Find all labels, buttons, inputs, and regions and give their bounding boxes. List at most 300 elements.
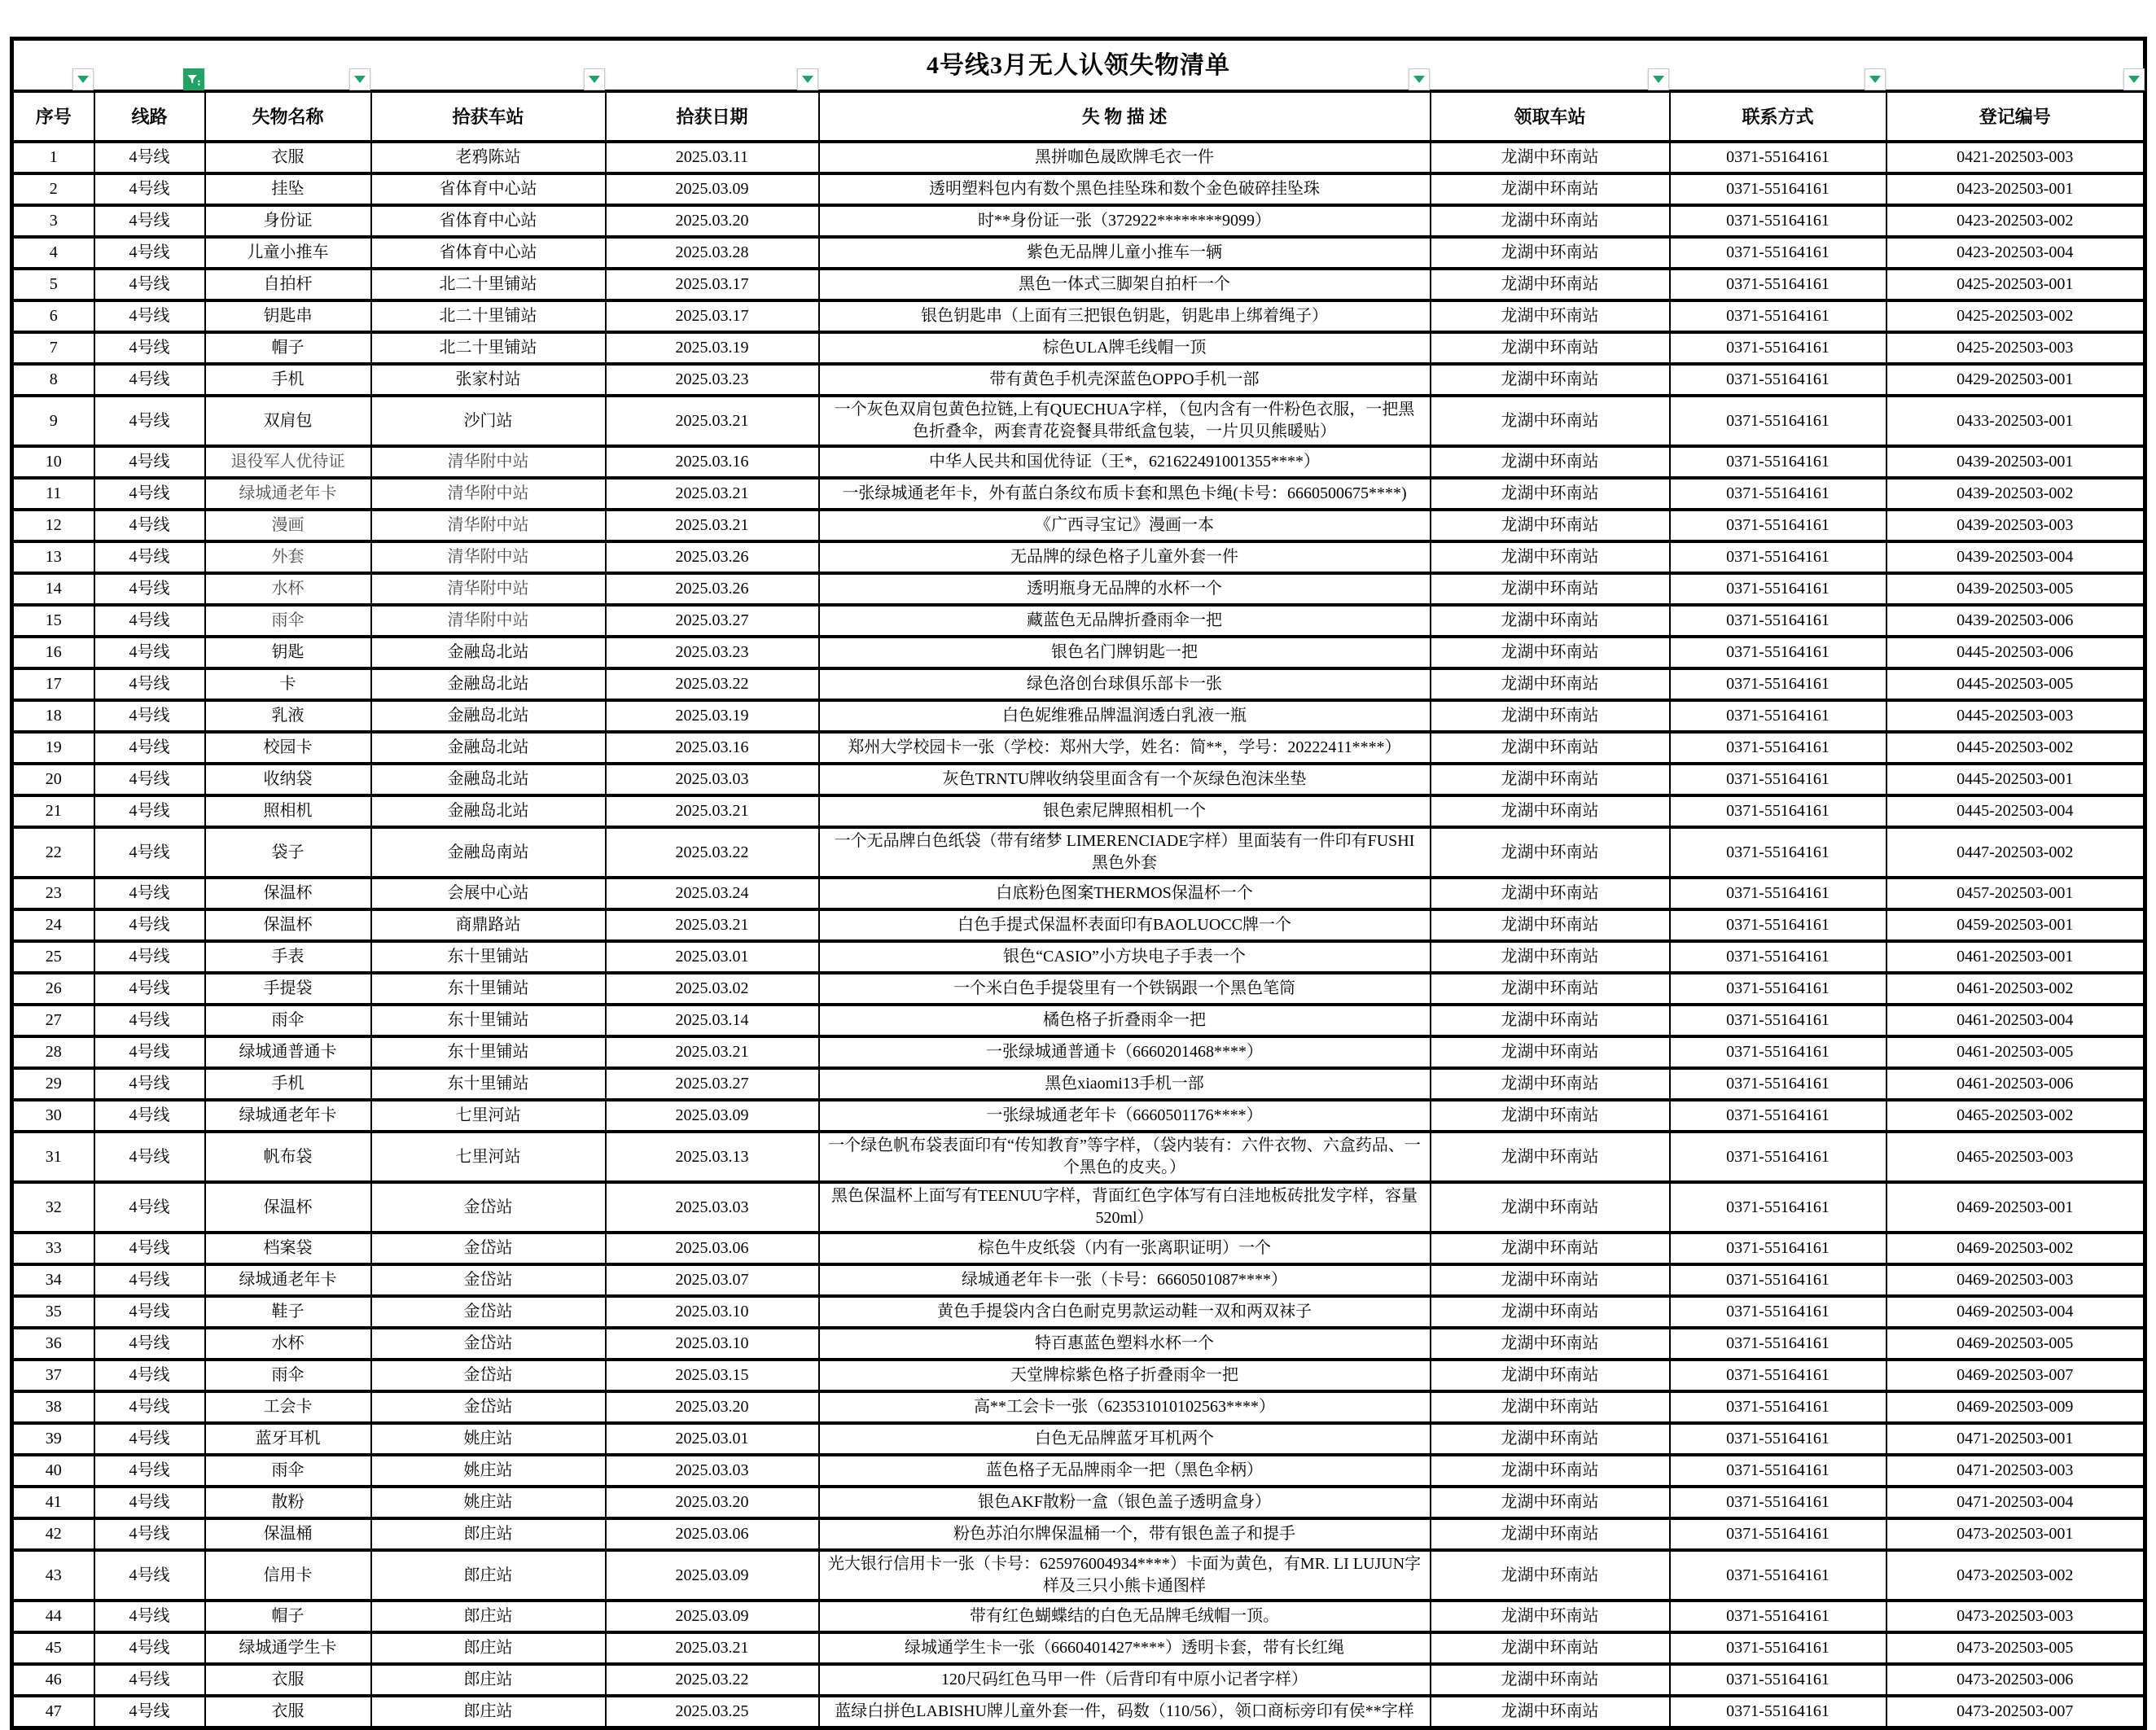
item-name-cell[interactable]: 水杯 <box>205 573 371 605</box>
found-date-cell[interactable]: 2025.03.26 <box>606 573 819 605</box>
registration-id-cell[interactable]: 0473-202503-002 <box>1886 1550 2145 1601</box>
item-name-cell[interactable]: 绿城通学生卡 <box>205 1632 371 1664</box>
item-name-cell[interactable]: 雨伞 <box>205 605 371 637</box>
contact-cell[interactable]: 0371-55164161 <box>1670 1601 1886 1632</box>
line-cell[interactable]: 4号线 <box>94 909 205 941</box>
description-cell[interactable]: 《广西寻宝记》漫画一本 <box>819 510 1431 541</box>
description-cell[interactable]: 高**工会卡一张（623531010102563****） <box>819 1391 1431 1423</box>
contact-cell[interactable]: 0371-55164161 <box>1670 1100 1886 1132</box>
line-cell[interactable]: 4号线 <box>94 237 205 269</box>
item-name-cell[interactable]: 钥匙串 <box>205 300 371 332</box>
contact-cell[interactable]: 0371-55164161 <box>1670 269 1886 300</box>
found-station-cell[interactable]: 金融岛北站 <box>371 700 606 732</box>
registration-id-cell[interactable]: 0457-202503-001 <box>1886 878 2145 909</box>
found-date-cell[interactable]: 2025.03.17 <box>606 269 819 300</box>
description-cell[interactable]: 灰色TRNTU牌收纳袋里面含有一个灰绿色泡沫坐垫 <box>819 764 1431 795</box>
found-date-cell[interactable]: 2025.03.22 <box>606 668 819 700</box>
item-name-cell[interactable]: 保温杯 <box>205 1182 371 1233</box>
item-name-cell[interactable]: 校园卡 <box>205 732 371 764</box>
item-name-cell[interactable]: 信用卡 <box>205 1550 371 1601</box>
found-station-cell[interactable]: 金融岛南站 <box>371 827 606 878</box>
contact-cell[interactable]: 0371-55164161 <box>1670 973 1886 1005</box>
item-name-cell[interactable]: 绿城通老年卡 <box>205 1264 371 1296</box>
contact-cell[interactable]: 0371-55164161 <box>1670 396 1886 446</box>
registration-id-cell[interactable]: 0469-202503-005 <box>1886 1328 2145 1360</box>
filter-button[interactable] <box>1409 68 1430 90</box>
filter-button[interactable] <box>349 68 370 90</box>
registration-id-cell[interactable]: 0473-202503-003 <box>1886 1601 2145 1632</box>
index-cell[interactable]: 39 <box>12 1423 94 1455</box>
index-cell[interactable]: 24 <box>12 909 94 941</box>
index-cell[interactable]: 23 <box>12 878 94 909</box>
found-date-cell[interactable]: 2025.03.13 <box>606 1132 819 1182</box>
item-name-cell[interactable]: 衣服 <box>205 1696 371 1728</box>
filter-button[interactable] <box>72 68 94 90</box>
line-cell[interactable]: 4号线 <box>94 795 205 827</box>
pickup-station-cell[interactable]: 龙湖中环南站 <box>1431 700 1670 732</box>
line-cell[interactable]: 4号线 <box>94 573 205 605</box>
pickup-station-cell[interactable]: 龙湖中环南站 <box>1431 732 1670 764</box>
line-cell[interactable]: 4号线 <box>94 1696 205 1728</box>
index-cell[interactable]: 12 <box>12 510 94 541</box>
description-cell[interactable]: 紫色无品牌儿童小推车一辆 <box>819 237 1431 269</box>
found-station-cell[interactable]: 郎庄站 <box>371 1632 606 1664</box>
found-station-cell[interactable]: 北二十里铺站 <box>371 300 606 332</box>
registration-id-cell[interactable]: 0471-202503-001 <box>1886 1423 2145 1455</box>
line-cell[interactable]: 4号线 <box>94 1100 205 1132</box>
item-name-cell[interactable]: 蓝牙耳机 <box>205 1423 371 1455</box>
index-cell[interactable]: 22 <box>12 827 94 878</box>
pickup-station-cell[interactable]: 龙湖中环南站 <box>1431 973 1670 1005</box>
description-cell[interactable]: 白色手提式保温杯表面印有BAOLUOCC牌一个 <box>819 909 1431 941</box>
found-date-cell[interactable]: 2025.03.06 <box>606 1518 819 1550</box>
contact-cell[interactable]: 0371-55164161 <box>1670 732 1886 764</box>
index-cell[interactable]: 33 <box>12 1233 94 1264</box>
registration-id-cell[interactable]: 0469-202503-009 <box>1886 1391 2145 1423</box>
registration-id-cell[interactable]: 0461-202503-006 <box>1886 1068 2145 1100</box>
contact-cell[interactable]: 0371-55164161 <box>1670 795 1886 827</box>
pickup-station-cell[interactable]: 龙湖中环南站 <box>1431 1518 1670 1550</box>
line-cell[interactable]: 4号线 <box>94 1036 205 1068</box>
filter-button[interactable] <box>1865 68 1886 90</box>
pickup-station-cell[interactable]: 龙湖中环南站 <box>1431 446 1670 478</box>
pickup-station-cell[interactable]: 龙湖中环南站 <box>1431 396 1670 446</box>
found-date-cell[interactable]: 2025.03.28 <box>606 237 819 269</box>
found-station-cell[interactable]: 金岱站 <box>371 1296 606 1328</box>
pickup-station-cell[interactable]: 龙湖中环南站 <box>1431 1296 1670 1328</box>
registration-id-cell[interactable]: 0425-202503-003 <box>1886 332 2145 364</box>
found-date-cell[interactable]: 2025.03.23 <box>606 637 819 668</box>
index-cell[interactable]: 27 <box>12 1005 94 1036</box>
line-cell[interactable]: 4号线 <box>94 1518 205 1550</box>
pickup-station-cell[interactable]: 龙湖中环南站 <box>1431 878 1670 909</box>
line-cell[interactable]: 4号线 <box>94 732 205 764</box>
column-header-1[interactable]: 序号 <box>12 91 94 142</box>
line-cell[interactable]: 4号线 <box>94 1296 205 1328</box>
found-date-cell[interactable]: 2025.03.26 <box>606 541 819 573</box>
description-cell[interactable]: 黑色一体式三脚架自拍杆一个 <box>819 269 1431 300</box>
index-cell[interactable]: 3 <box>12 205 94 237</box>
found-date-cell[interactable]: 2025.03.03 <box>606 1455 819 1487</box>
found-station-cell[interactable]: 七里河站 <box>371 1132 606 1182</box>
contact-cell[interactable]: 0371-55164161 <box>1670 205 1886 237</box>
item-name-cell[interactable]: 乳液 <box>205 700 371 732</box>
description-cell[interactable]: 一个灰色双肩包黄色拉链,上有QUECHUA字样，（包内含有一件粉色衣服，一把黑色折叠伞，两套青花瓷餐具带纸盒包装，一片贝贝熊暖贴） <box>819 396 1431 446</box>
line-cell[interactable]: 4号线 <box>94 541 205 573</box>
found-date-cell[interactable]: 2025.03.21 <box>606 909 819 941</box>
registration-id-cell[interactable]: 0445-202503-006 <box>1886 637 2145 668</box>
contact-cell[interactable]: 0371-55164161 <box>1670 909 1886 941</box>
item-name-cell[interactable]: 水杯 <box>205 1328 371 1360</box>
item-name-cell[interactable]: 雨伞 <box>205 1360 371 1391</box>
filter-button[interactable] <box>1648 68 1669 90</box>
found-date-cell[interactable]: 2025.03.21 <box>606 1632 819 1664</box>
index-cell[interactable]: 15 <box>12 605 94 637</box>
found-date-cell[interactable]: 2025.03.20 <box>606 205 819 237</box>
line-cell[interactable]: 4号线 <box>94 700 205 732</box>
description-cell[interactable]: 时**身份证一张（372922********9099） <box>819 205 1431 237</box>
description-cell[interactable]: 120尺码红色马甲一件（后背印有中原小记者字样） <box>819 1664 1431 1696</box>
registration-id-cell[interactable]: 0445-202503-004 <box>1886 795 2145 827</box>
registration-id-cell[interactable]: 0439-202503-005 <box>1886 573 2145 605</box>
registration-id-cell[interactable]: 0471-202503-004 <box>1886 1487 2145 1518</box>
index-cell[interactable]: 47 <box>12 1696 94 1728</box>
found-station-cell[interactable]: 金岱站 <box>371 1264 606 1296</box>
pickup-station-cell[interactable]: 龙湖中环南站 <box>1431 795 1670 827</box>
pickup-station-cell[interactable]: 龙湖中环南站 <box>1431 573 1670 605</box>
contact-cell[interactable]: 0371-55164161 <box>1670 1005 1886 1036</box>
index-cell[interactable]: 41 <box>12 1487 94 1518</box>
line-cell[interactable]: 4号线 <box>94 1550 205 1601</box>
index-cell[interactable]: 29 <box>12 1068 94 1100</box>
found-date-cell[interactable]: 2025.03.19 <box>606 700 819 732</box>
found-date-cell[interactable]: 2025.03.01 <box>606 941 819 973</box>
index-cell[interactable]: 46 <box>12 1664 94 1696</box>
index-cell[interactable]: 5 <box>12 269 94 300</box>
description-cell[interactable]: 粉色苏泊尔牌保温桶一个，带有银色盖子和提手 <box>819 1518 1431 1550</box>
found-station-cell[interactable]: 郎庄站 <box>371 1550 606 1601</box>
contact-cell[interactable]: 0371-55164161 <box>1670 1264 1886 1296</box>
found-date-cell[interactable]: 2025.03.07 <box>606 1264 819 1296</box>
contact-cell[interactable]: 0371-55164161 <box>1670 1518 1886 1550</box>
description-cell[interactable]: 绿色洛创台球俱乐部卡一张 <box>819 668 1431 700</box>
line-cell[interactable]: 4号线 <box>94 1233 205 1264</box>
registration-id-cell[interactable]: 0471-202503-003 <box>1886 1455 2145 1487</box>
line-cell[interactable]: 4号线 <box>94 1005 205 1036</box>
found-station-cell[interactable]: 郎庄站 <box>371 1696 606 1728</box>
registration-id-cell[interactable]: 0469-202503-007 <box>1886 1360 2145 1391</box>
description-cell[interactable]: 一个米白色手提袋里有一个铁锅跟一个黑色笔筒 <box>819 973 1431 1005</box>
found-station-cell[interactable]: 清华附中站 <box>371 605 606 637</box>
pickup-station-cell[interactable]: 龙湖中环南站 <box>1431 269 1670 300</box>
description-cell[interactable]: 黑色xiaomi13手机一部 <box>819 1068 1431 1100</box>
line-cell[interactable]: 4号线 <box>94 1487 205 1518</box>
pickup-station-cell[interactable]: 龙湖中环南站 <box>1431 1264 1670 1296</box>
pickup-station-cell[interactable]: 龙湖中环南站 <box>1431 1696 1670 1728</box>
contact-cell[interactable]: 0371-55164161 <box>1670 878 1886 909</box>
pickup-station-cell[interactable]: 龙湖中环南站 <box>1431 1132 1670 1182</box>
contact-cell[interactable]: 0371-55164161 <box>1670 332 1886 364</box>
index-cell[interactable]: 28 <box>12 1036 94 1068</box>
found-date-cell[interactable]: 2025.03.22 <box>606 827 819 878</box>
description-cell[interactable]: 一张绿城通普通卡（6660201468****） <box>819 1036 1431 1068</box>
index-cell[interactable]: 7 <box>12 332 94 364</box>
line-cell[interactable]: 4号线 <box>94 478 205 510</box>
description-cell[interactable]: 银色“CASIO”小方块电子手表一个 <box>819 941 1431 973</box>
found-date-cell[interactable]: 2025.03.03 <box>606 1182 819 1233</box>
found-date-cell[interactable]: 2025.03.23 <box>606 364 819 396</box>
item-name-cell[interactable]: 钥匙 <box>205 637 371 668</box>
found-station-cell[interactable]: 金岱站 <box>371 1391 606 1423</box>
found-station-cell[interactable]: 姚庄站 <box>371 1455 606 1487</box>
item-name-cell[interactable]: 衣服 <box>205 1664 371 1696</box>
description-cell[interactable]: 白色无品牌蓝牙耳机两个 <box>819 1423 1431 1455</box>
index-cell[interactable]: 32 <box>12 1182 94 1233</box>
contact-cell[interactable]: 0371-55164161 <box>1670 1423 1886 1455</box>
contact-cell[interactable]: 0371-55164161 <box>1670 1550 1886 1601</box>
filter-button[interactable] <box>797 68 818 90</box>
contact-cell[interactable]: 0371-55164161 <box>1670 1487 1886 1518</box>
found-date-cell[interactable]: 2025.03.15 <box>606 1360 819 1391</box>
registration-id-cell[interactable]: 0447-202503-002 <box>1886 827 2145 878</box>
found-station-cell[interactable]: 东十里铺站 <box>371 941 606 973</box>
found-station-cell[interactable]: 郎庄站 <box>371 1518 606 1550</box>
pickup-station-cell[interactable]: 龙湖中环南站 <box>1431 1360 1670 1391</box>
line-cell[interactable]: 4号线 <box>94 1068 205 1100</box>
description-cell[interactable]: 黑色保温杯上面写有TEENUU字样，背面红色字体写有白洼地板砖批发字样，容量520ml） <box>819 1182 1431 1233</box>
item-name-cell[interactable]: 保温杯 <box>205 909 371 941</box>
description-cell[interactable]: 绿城通学生卡一张（6660401427****）透明卡套，带有长红绳 <box>819 1632 1431 1664</box>
found-station-cell[interactable]: 北二十里铺站 <box>371 269 606 300</box>
item-name-cell[interactable]: 卡 <box>205 668 371 700</box>
contact-cell[interactable]: 0371-55164161 <box>1670 941 1886 973</box>
index-cell[interactable]: 9 <box>12 396 94 446</box>
pickup-station-cell[interactable]: 龙湖中环南站 <box>1431 1423 1670 1455</box>
found-station-cell[interactable]: 北二十里铺站 <box>371 332 606 364</box>
found-station-cell[interactable]: 省体育中心站 <box>371 173 606 205</box>
description-cell[interactable]: 中华人民共和国优待证（王*，621622491001355****） <box>819 446 1431 478</box>
registration-id-cell[interactable]: 0473-202503-006 <box>1886 1664 2145 1696</box>
item-name-cell[interactable]: 漫画 <box>205 510 371 541</box>
registration-id-cell[interactable]: 0465-202503-003 <box>1886 1132 2145 1182</box>
index-cell[interactable]: 44 <box>12 1601 94 1632</box>
found-date-cell[interactable]: 2025.03.06 <box>606 1233 819 1264</box>
pickup-station-cell[interactable]: 龙湖中环南站 <box>1431 364 1670 396</box>
contact-cell[interactable]: 0371-55164161 <box>1670 1132 1886 1182</box>
pickup-station-cell[interactable]: 龙湖中环南站 <box>1431 1632 1670 1664</box>
pickup-station-cell[interactable]: 龙湖中环南站 <box>1431 1233 1670 1264</box>
found-station-cell[interactable]: 沙门站 <box>371 396 606 446</box>
description-cell[interactable]: 带有黄色手机壳深蓝色OPPO手机一部 <box>819 364 1431 396</box>
description-cell[interactable]: 藏蓝色无品牌折叠雨伞一把 <box>819 605 1431 637</box>
item-name-cell[interactable]: 手机 <box>205 1068 371 1100</box>
found-date-cell[interactable]: 2025.03.27 <box>606 605 819 637</box>
pickup-station-cell[interactable]: 龙湖中环南站 <box>1431 1036 1670 1068</box>
line-cell[interactable]: 4号线 <box>94 1423 205 1455</box>
pickup-station-cell[interactable]: 龙湖中环南站 <box>1431 1328 1670 1360</box>
pickup-station-cell[interactable]: 龙湖中环南站 <box>1431 1550 1670 1601</box>
found-station-cell[interactable]: 东十里铺站 <box>371 1068 606 1100</box>
pickup-station-cell[interactable]: 龙湖中环南站 <box>1431 300 1670 332</box>
found-date-cell[interactable]: 2025.03.16 <box>606 446 819 478</box>
pickup-station-cell[interactable]: 龙湖中环南站 <box>1431 1005 1670 1036</box>
contact-cell[interactable]: 0371-55164161 <box>1670 541 1886 573</box>
found-station-cell[interactable]: 金岱站 <box>371 1233 606 1264</box>
line-cell[interactable]: 4号线 <box>94 764 205 795</box>
found-station-cell[interactable]: 金融岛北站 <box>371 732 606 764</box>
registration-id-cell[interactable]: 0423-202503-002 <box>1886 205 2145 237</box>
found-date-cell[interactable]: 2025.03.09 <box>606 173 819 205</box>
description-cell[interactable]: 银色钥匙串（上面有三把银色钥匙，钥匙串上绑着绳子） <box>819 300 1431 332</box>
index-cell[interactable]: 11 <box>12 478 94 510</box>
line-cell[interactable]: 4号线 <box>94 878 205 909</box>
contact-cell[interactable]: 0371-55164161 <box>1670 364 1886 396</box>
item-name-cell[interactable]: 绿城通老年卡 <box>205 478 371 510</box>
registration-id-cell[interactable]: 0445-202503-005 <box>1886 668 2145 700</box>
found-station-cell[interactable]: 清华附中站 <box>371 541 606 573</box>
registration-id-cell[interactable]: 0461-202503-001 <box>1886 941 2145 973</box>
column-header-9[interactable]: 登记编号 <box>1886 91 2145 142</box>
found-date-cell[interactable]: 2025.03.11 <box>606 142 819 173</box>
line-cell[interactable]: 4号线 <box>94 605 205 637</box>
index-cell[interactable]: 4 <box>12 237 94 269</box>
item-name-cell[interactable]: 手提袋 <box>205 973 371 1005</box>
registration-id-cell[interactable]: 0439-202503-001 <box>1886 446 2145 478</box>
pickup-station-cell[interactable]: 龙湖中环南站 <box>1431 1182 1670 1233</box>
description-cell[interactable]: 蓝色格子无品牌雨伞一把（黑色伞柄） <box>819 1455 1431 1487</box>
line-cell[interactable]: 4号线 <box>94 1264 205 1296</box>
registration-id-cell[interactable]: 0433-202503-001 <box>1886 396 2145 446</box>
contact-cell[interactable]: 0371-55164161 <box>1670 1455 1886 1487</box>
pickup-station-cell[interactable]: 龙湖中环南站 <box>1431 541 1670 573</box>
description-cell[interactable]: 一个无品牌白色纸袋（带有绪梦 LIMERENCIADE字样）里面装有一件印有FUSHI黑色外套 <box>819 827 1431 878</box>
line-cell[interactable]: 4号线 <box>94 1328 205 1360</box>
line-cell[interactable]: 4号线 <box>94 637 205 668</box>
item-name-cell[interactable]: 绿城通普通卡 <box>205 1036 371 1068</box>
index-cell[interactable]: 1 <box>12 142 94 173</box>
item-name-cell[interactable]: 帽子 <box>205 332 371 364</box>
index-cell[interactable]: 25 <box>12 941 94 973</box>
line-cell[interactable]: 4号线 <box>94 142 205 173</box>
contact-cell[interactable]: 0371-55164161 <box>1670 700 1886 732</box>
registration-id-cell[interactable]: 0439-202503-004 <box>1886 541 2145 573</box>
pickup-station-cell[interactable]: 龙湖中环南站 <box>1431 827 1670 878</box>
registration-id-cell[interactable]: 0439-202503-002 <box>1886 478 2145 510</box>
index-cell[interactable]: 42 <box>12 1518 94 1550</box>
contact-cell[interactable]: 0371-55164161 <box>1670 668 1886 700</box>
registration-id-cell[interactable]: 0445-202503-003 <box>1886 700 2145 732</box>
registration-id-cell[interactable]: 0469-202503-004 <box>1886 1296 2145 1328</box>
description-cell[interactable]: 天堂牌棕紫色格子折叠雨伞一把 <box>819 1360 1431 1391</box>
found-station-cell[interactable]: 省体育中心站 <box>371 205 606 237</box>
pickup-station-cell[interactable]: 龙湖中环南站 <box>1431 1391 1670 1423</box>
found-date-cell[interactable]: 2025.03.21 <box>606 510 819 541</box>
registration-id-cell[interactable]: 0469-202503-002 <box>1886 1233 2145 1264</box>
pickup-station-cell[interactable]: 龙湖中环南站 <box>1431 909 1670 941</box>
registration-id-cell[interactable]: 0423-202503-004 <box>1886 237 2145 269</box>
line-cell[interactable]: 4号线 <box>94 269 205 300</box>
description-cell[interactable]: 白色妮维雅品牌温润透白乳液一瓶 <box>819 700 1431 732</box>
registration-id-cell[interactable]: 0461-202503-002 <box>1886 973 2145 1005</box>
found-date-cell[interactable]: 2025.03.03 <box>606 764 819 795</box>
found-date-cell[interactable]: 2025.03.21 <box>606 795 819 827</box>
index-cell[interactable]: 6 <box>12 300 94 332</box>
item-name-cell[interactable]: 保温杯 <box>205 878 371 909</box>
found-station-cell[interactable]: 清华附中站 <box>371 573 606 605</box>
item-name-cell[interactable]: 帆布袋 <box>205 1132 371 1182</box>
found-station-cell[interactable]: 金融岛北站 <box>371 668 606 700</box>
contact-cell[interactable]: 0371-55164161 <box>1670 573 1886 605</box>
pickup-station-cell[interactable]: 龙湖中环南站 <box>1431 1664 1670 1696</box>
description-cell[interactable]: 绿城通老年卡一张（卡号：6660501087****） <box>819 1264 1431 1296</box>
sheet-title[interactable]: 4号线3月无人认领失物清单 <box>12 39 2145 92</box>
found-station-cell[interactable]: 东十里铺站 <box>371 1005 606 1036</box>
contact-cell[interactable]: 0371-55164161 <box>1670 1328 1886 1360</box>
registration-id-cell[interactable]: 0425-202503-001 <box>1886 269 2145 300</box>
line-cell[interactable]: 4号线 <box>94 1391 205 1423</box>
line-cell[interactable]: 4号线 <box>94 396 205 446</box>
line-cell[interactable]: 4号线 <box>94 1632 205 1664</box>
description-cell[interactable]: 带有红色蝴蝶结的白色无品牌毛绒帽一顶。 <box>819 1601 1431 1632</box>
found-station-cell[interactable]: 金融岛北站 <box>371 795 606 827</box>
index-cell[interactable]: 10 <box>12 446 94 478</box>
index-cell[interactable]: 14 <box>12 573 94 605</box>
description-cell[interactable]: 一张绿城通老年卡，外有蓝白条纹布质卡套和黑色卡绳(卡号：6660500675****) <box>819 478 1431 510</box>
filter-button[interactable] <box>2123 68 2145 90</box>
pickup-station-cell[interactable]: 龙湖中环南站 <box>1431 637 1670 668</box>
contact-cell[interactable]: 0371-55164161 <box>1670 1182 1886 1233</box>
index-cell[interactable]: 20 <box>12 764 94 795</box>
found-date-cell[interactable]: 2025.03.27 <box>606 1068 819 1100</box>
contact-cell[interactable]: 0371-55164161 <box>1670 1233 1886 1264</box>
line-cell[interactable]: 4号线 <box>94 1360 205 1391</box>
index-cell[interactable]: 34 <box>12 1264 94 1296</box>
description-cell[interactable]: 银色索尼牌照相机一个 <box>819 795 1431 827</box>
contact-cell[interactable]: 0371-55164161 <box>1670 237 1886 269</box>
contact-cell[interactable]: 0371-55164161 <box>1670 1664 1886 1696</box>
index-cell[interactable]: 40 <box>12 1455 94 1487</box>
found-date-cell[interactable]: 2025.03.21 <box>606 396 819 446</box>
item-name-cell[interactable]: 退役军人优待证 <box>205 446 371 478</box>
line-cell[interactable]: 4号线 <box>94 510 205 541</box>
registration-id-cell[interactable]: 0473-202503-005 <box>1886 1632 2145 1664</box>
contact-cell[interactable]: 0371-55164161 <box>1670 1632 1886 1664</box>
description-cell[interactable]: 棕色牛皮纸袋（内有一张离职证明）一个 <box>819 1233 1431 1264</box>
contact-cell[interactable]: 0371-55164161 <box>1670 446 1886 478</box>
contact-cell[interactable]: 0371-55164161 <box>1670 1360 1886 1391</box>
found-date-cell[interactable]: 2025.03.17 <box>606 300 819 332</box>
pickup-station-cell[interactable]: 龙湖中环南站 <box>1431 510 1670 541</box>
pickup-station-cell[interactable]: 龙湖中环南站 <box>1431 941 1670 973</box>
item-name-cell[interactable]: 档案袋 <box>205 1233 371 1264</box>
contact-cell[interactable]: 0371-55164161 <box>1670 1068 1886 1100</box>
contact-cell[interactable]: 0371-55164161 <box>1670 637 1886 668</box>
found-date-cell[interactable]: 2025.03.22 <box>606 1664 819 1696</box>
description-cell[interactable]: 白底粉色图案THERMOS保温杯一个 <box>819 878 1431 909</box>
found-date-cell[interactable]: 2025.03.09 <box>606 1550 819 1601</box>
column-header-6[interactable]: 失 物 描 述 <box>819 91 1431 142</box>
found-station-cell[interactable]: 会展中心站 <box>371 878 606 909</box>
found-date-cell[interactable]: 2025.03.01 <box>606 1423 819 1455</box>
registration-id-cell[interactable]: 0461-202503-004 <box>1886 1005 2145 1036</box>
found-date-cell[interactable]: 2025.03.09 <box>606 1601 819 1632</box>
index-cell[interactable]: 35 <box>12 1296 94 1328</box>
index-cell[interactable]: 38 <box>12 1391 94 1423</box>
found-station-cell[interactable]: 老鸦陈站 <box>371 142 606 173</box>
registration-id-cell[interactable]: 0445-202503-001 <box>1886 764 2145 795</box>
index-cell[interactable]: 18 <box>12 700 94 732</box>
found-station-cell[interactable]: 清华附中站 <box>371 478 606 510</box>
